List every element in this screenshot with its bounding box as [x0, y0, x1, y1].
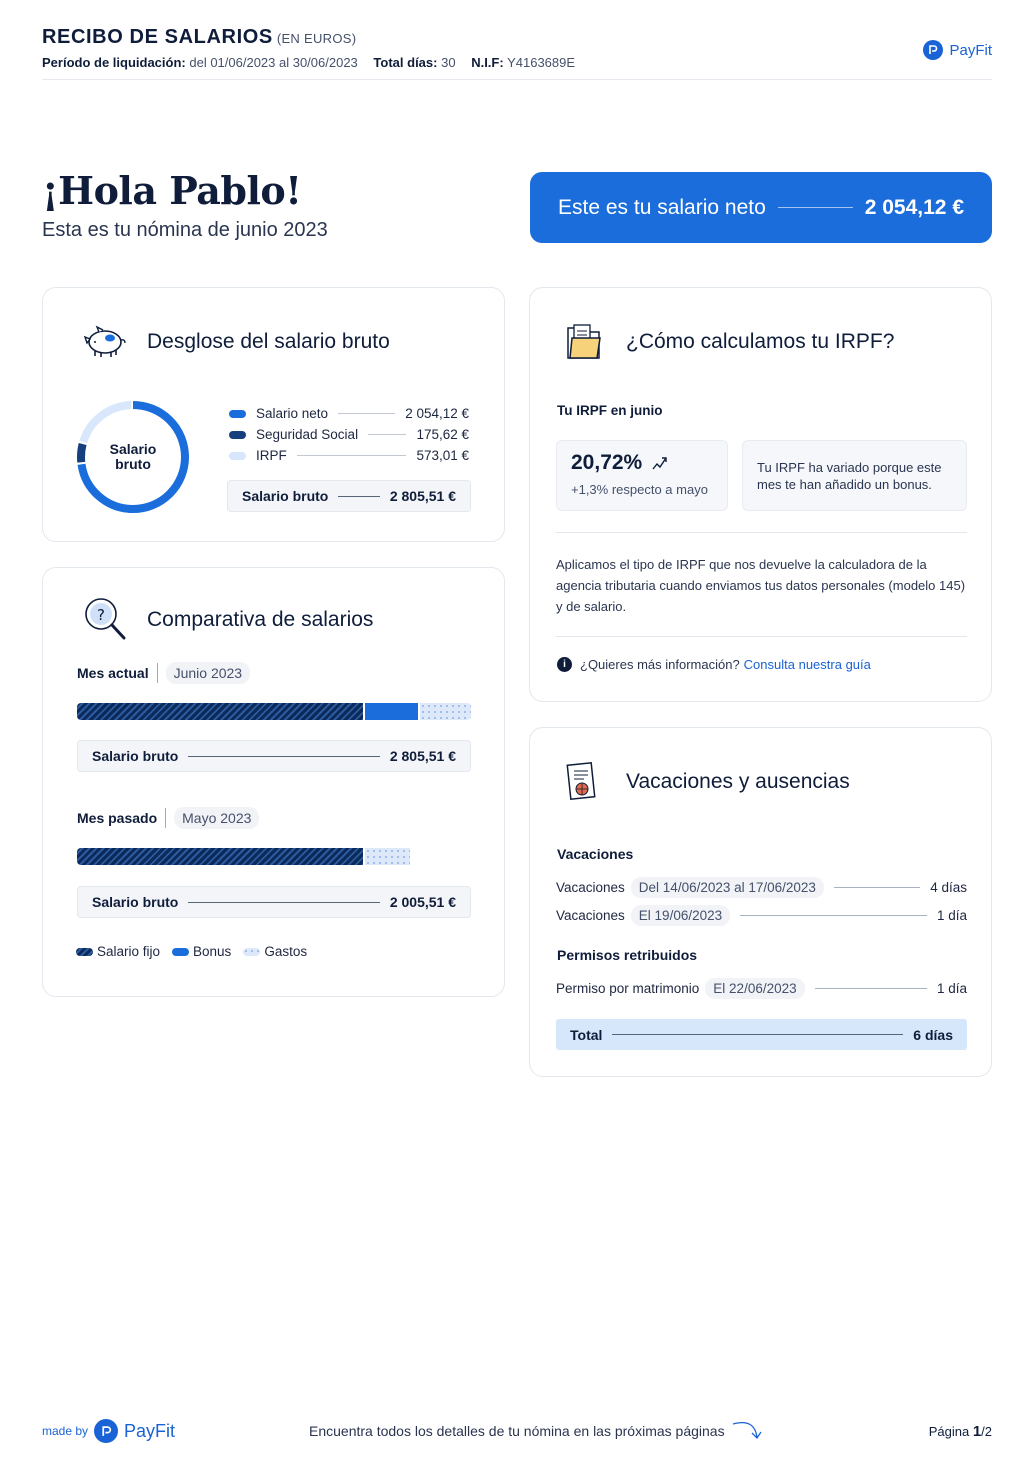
period-label: Período de liquidación: — [42, 55, 186, 70]
legend-social-security — [229, 427, 469, 442]
separator — [165, 808, 166, 828]
leave-days: 1 día — [936, 981, 967, 996]
leader-line — [612, 1034, 903, 1035]
paid-leave-row — [556, 978, 967, 999]
irpf-change: +1,3% respecto a mayo — [571, 482, 708, 497]
payfit-logo — [923, 40, 992, 60]
leader-line — [815, 988, 927, 989]
info-icon: i — [557, 657, 572, 672]
payfit-logo-text: PayFit — [124, 1420, 176, 1441]
payfit-logo-icon — [923, 40, 943, 60]
leader-line — [338, 413, 395, 414]
nif-label: N.I.F: — [471, 55, 504, 70]
legend-net-salary — [229, 406, 469, 421]
payfit-logo-text: PayFit — [949, 41, 992, 59]
irpf-explanation: Aplicamos el tipo de IRPF que nos devuelve la calculadora de la agencia tributaria cuando enviamos tus datos personales (modelo 145) y de salario. — [556, 557, 966, 614]
leader-line — [740, 915, 927, 916]
period-value: del 01/06/2023 al 30/06/2023 — [189, 55, 358, 70]
greeting-subtitle: Esta es tu nómina de junio 2023 — [42, 219, 328, 241]
legend-irpf — [229, 448, 469, 463]
gross-salary-total — [227, 480, 471, 512]
bonus-segment — [365, 703, 418, 720]
comparison-title: Comparativa de salarios — [147, 608, 374, 631]
nif-value: Y4163689E — [507, 55, 576, 70]
vacation-days: 1 día — [936, 908, 967, 923]
document-header — [42, 26, 992, 80]
made-by-text: made by — [42, 1424, 89, 1438]
separator — [157, 663, 158, 683]
paid-leave-section-title: Permisos retribuidos — [557, 947, 698, 963]
days-label: Total días: — [373, 55, 438, 70]
page-current: 1 — [972, 1422, 982, 1440]
vacations-card — [529, 727, 992, 1077]
leader-line — [368, 434, 406, 435]
vacation-dates: El 19/06/2023 — [631, 905, 730, 926]
irpf-note: Tu IRPF ha variado porque este mes te han añadido un bonus. — [742, 440, 967, 511]
payfit-logo-icon — [94, 1419, 118, 1443]
document-passport-icon — [566, 760, 600, 804]
footer-hint-text: Encuentra todos los detalles de tu nómina en las próximas páginas — [309, 1423, 725, 1439]
vacation-row — [556, 877, 967, 898]
breakdown-title: Desglose del salario bruto — [147, 330, 390, 353]
legend-value: 175,62 € — [416, 427, 469, 442]
irpf-swatch — [229, 452, 246, 460]
title-text: RECIBO DE SALARIOS — [42, 26, 273, 48]
net-salary-swatch — [229, 410, 246, 418]
comparison-legend — [76, 944, 319, 959]
previous-month-pill: Mayo 2023 — [174, 807, 259, 829]
piggy-bank-icon — [81, 320, 129, 364]
total-value: 2 805,51 € — [389, 748, 456, 764]
fixed-salary-segment — [77, 703, 363, 720]
greeting-title: ¡Hola Pablo! — [42, 168, 302, 213]
current-month-row — [77, 662, 250, 684]
leave-label: Permiso por matrimonio — [556, 981, 700, 996]
leave-dates: El 22/06/2023 — [705, 978, 804, 999]
irpf-title: ¿Cómo calculamos tu IRPF? — [626, 330, 895, 353]
net-salary-banner — [530, 172, 992, 243]
previous-month-label: Mes pasado — [77, 810, 158, 826]
net-salary-value: 2 054,12 € — [864, 195, 964, 219]
vacations-section-title: Vacaciones — [557, 846, 634, 862]
total-label: Total — [570, 1026, 603, 1043]
more-info-row — [557, 657, 871, 672]
divider-line — [778, 207, 853, 208]
legend-label: Seguridad Social — [256, 427, 359, 442]
irpf-card — [529, 287, 992, 702]
donut-label-line1: Salario — [109, 441, 157, 457]
greeting — [42, 168, 328, 242]
divider — [556, 532, 967, 533]
breakdown-card — [42, 287, 505, 542]
expenses-swatch — [243, 948, 260, 956]
divider — [556, 636, 967, 637]
legend-value: 573,01 € — [416, 448, 469, 463]
vacations-title: Vacaciones y ausencias — [626, 770, 850, 793]
salary-donut-chart — [75, 399, 191, 515]
expenses-segment — [420, 703, 471, 720]
magnifier-question-icon — [81, 594, 129, 646]
page-label: Página — [928, 1423, 970, 1439]
legend-value: 2 054,12 € — [405, 406, 469, 421]
page-footer — [42, 1416, 992, 1446]
legend-fixed: Salario fijo — [97, 944, 161, 959]
bonus-swatch — [172, 948, 189, 956]
fixed-salary-swatch — [76, 948, 93, 956]
current-month-label: Mes actual — [77, 665, 149, 681]
leader-line — [188, 902, 379, 903]
total-label: Salario bruto — [242, 488, 329, 504]
svg-text:?: ? — [97, 606, 105, 624]
guide-link[interactable]: Consulta nuestra guía — [743, 657, 871, 672]
document-title — [42, 26, 992, 49]
folder-icon — [564, 322, 604, 362]
total-value: 6 días — [913, 1026, 953, 1043]
days-value: 30 — [441, 55, 456, 70]
made-by-payfit — [42, 1419, 175, 1443]
net-salary-label: Este es tu salario neto — [558, 195, 766, 219]
leader-line — [338, 496, 379, 497]
irpf-subtitle: Tu IRPF en junio — [557, 403, 663, 418]
absences-total — [556, 1019, 967, 1050]
footer-hint — [309, 1420, 763, 1442]
expenses-segment — [365, 848, 410, 865]
current-month-pill: Junio 2023 — [166, 662, 251, 684]
vacation-dates: Del 14/06/2023 al 17/06/2023 — [631, 877, 824, 898]
leader-line — [188, 756, 379, 757]
leader-line — [834, 887, 920, 888]
vacation-label: Vacaciones — [556, 908, 625, 923]
vacation-label: Vacaciones — [556, 880, 625, 895]
total-label: Salario bruto — [92, 894, 179, 910]
page-number — [929, 1423, 992, 1440]
legend-label: Salario neto — [256, 406, 329, 421]
curved-arrow-icon — [731, 1420, 763, 1442]
total-label: Salario bruto — [92, 748, 179, 764]
vacation-days: 4 días — [930, 880, 967, 895]
comparison-card — [42, 567, 505, 997]
legend-gastos: Gastos — [264, 944, 308, 959]
vacation-row — [556, 905, 967, 926]
page-total: /2 — [981, 1423, 992, 1439]
current-salary-bar — [77, 703, 471, 720]
legend-label: IRPF — [256, 448, 287, 463]
current-gross-total — [77, 740, 471, 772]
fixed-salary-segment — [77, 848, 363, 865]
previous-gross-total — [77, 886, 471, 918]
total-value: 2 805,51 € — [389, 488, 456, 504]
previous-month-row — [77, 807, 259, 829]
irpf-rate-box — [556, 440, 728, 511]
title-note: (EN EUROS) — [276, 31, 357, 46]
donut-label-line2: bruto — [115, 456, 151, 472]
legend-bonus: Bonus — [193, 944, 232, 959]
trend-up-icon — [652, 455, 668, 471]
previous-salary-bar — [77, 848, 471, 865]
more-info-text: ¿Quieres más información? — [580, 657, 740, 672]
social-security-swatch — [229, 431, 246, 439]
total-value: 2 005,51 € — [389, 894, 456, 910]
leader-line — [297, 455, 407, 456]
irpf-rate: 20,72% — [571, 451, 643, 474]
period-meta — [42, 55, 992, 70]
